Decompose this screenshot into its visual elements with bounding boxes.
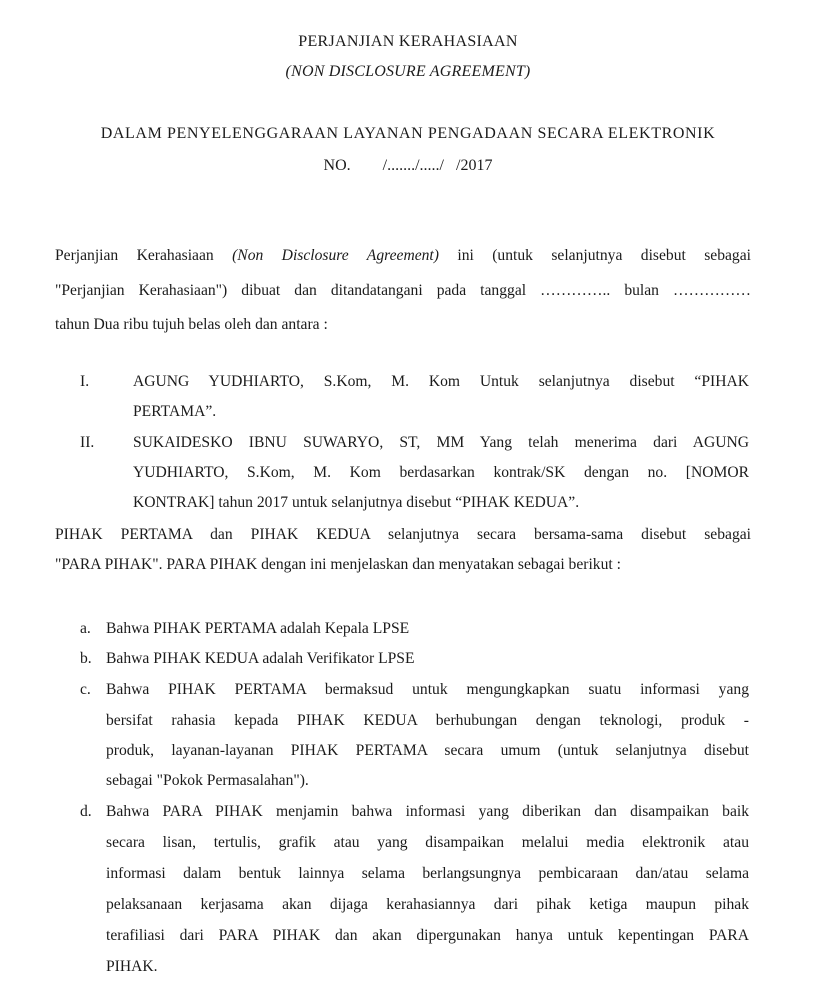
clause-marker: d. [80, 803, 92, 820]
clause-line: produk, layanan-layanan PIHAK PERTAMA secara umum (untuk selanjutnya disebut [106, 742, 749, 759]
clause-line: bersifat rahasia kepada PIHAK KEDUA berhubungan dengan teknologi, produk - [106, 712, 749, 729]
clause-line: pelaksanaan kerjasama akan dijaga kerahasiannya dari pihak ketiga maupun pihak [106, 896, 749, 913]
clause-line: Bahwa PIHAK PERTAMA adalah Kepala LPSE [106, 620, 410, 637]
clause-line: Bahwa PARA PIHAK menjamin bahwa informasi yang diberikan dan disampaikan baik [106, 803, 749, 820]
party-line: SUKAIDESKO IBNU SUWARYO, ST, MM Yang telah menerima dari AGUNG [133, 434, 749, 451]
clause-line: Bahwa PIHAK PERTAMA bermaksud untuk mengungkapkan suatu informasi yang [106, 681, 749, 698]
clause-marker: c. [80, 681, 91, 698]
intro-line-3: tahun Dua ribu tujuh belas oleh dan antara : [55, 316, 328, 333]
number-label: NO. [323, 157, 351, 174]
clause-line: informasi dalam bentuk lainnya selama berlangsungnya pembicaraan dan/atau selama [106, 865, 749, 882]
clause-line: Bahwa PIHAK KEDUA adalah Verifikator LPSE [106, 650, 415, 667]
party-marker: II. [80, 434, 95, 451]
document-subtitle: (NON DISCLOSURE AGREEMENT) [285, 63, 531, 80]
document-heading: DALAM PENYELENGGARAAN LAYANAN PENGADAAN SECARA ELEKTRONIK [100, 125, 716, 142]
clause-marker: a. [80, 620, 91, 637]
clause-line: sebagai "Pokok Permasalahan"). [106, 772, 309, 789]
document-number [0, 157, 816, 175]
party-line: KONTRAK] tahun 2017 untuk selanjutnya disebut “PIHAK KEDUA”. [133, 494, 580, 511]
clause-line: terafiliasi dari PARA PIHAK dan akan dipergunakan hanya untuk kepentingan PARA [106, 927, 749, 944]
clause-line: secara lisan, tertulis, grafik atau yang disampaikan melalui media elektronik atau [106, 834, 749, 851]
document-title: PERJANJIAN KERAHASIAAN [298, 33, 518, 50]
party-marker: I. [80, 373, 90, 390]
intro-line-1: Perjanjian Kerahasiaan (Non Disclosure Agreement) ini (untuk selanjutnya disebut sebagai [55, 247, 751, 264]
para-pihak-line-2: "PARA PIHAK". PARA PIHAK dengan ini menjelaskan dan menyatakan sebagai berikut : [55, 556, 621, 573]
party-line: AGUNG YUDHIARTO, S.Kom, M. Kom Untuk selanjutnya disebut “PIHAK [133, 373, 749, 390]
number-year: /2017 [456, 157, 493, 174]
party-line: PERTAMA”. [133, 403, 217, 420]
party-line: YUDHIARTO, S.Kom, M. Kom berdasarkan kontrak/SK dengan no. [NOMOR [133, 464, 749, 481]
para-pihak-line-1: PIHAK PERTAMA dan PIHAK KEDUA selanjutnya secara bersama-sama disebut sebagai [55, 526, 751, 543]
number-value: /......./...../ [382, 157, 444, 174]
clause-marker: b. [80, 650, 92, 667]
clause-line: PIHAK. [106, 958, 158, 975]
intro-line-2: "Perjanjian Kerahasiaan") dibuat dan ditandatangani pada tanggal ………….. bulan …………… [55, 282, 751, 299]
